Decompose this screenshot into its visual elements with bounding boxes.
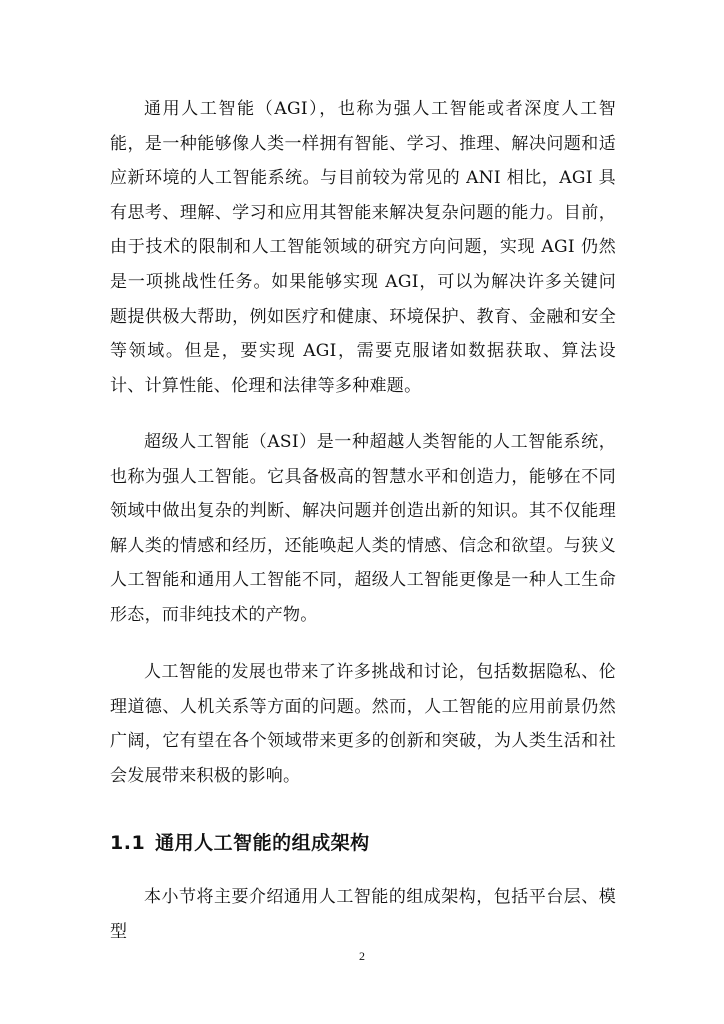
paragraph-challenges: 人工智能的发展也带来了许多挑战和讨论，包括数据隐私、伦理道德、人机关系等方面的问题。然而，人工智能的应用前景仍然广阔，它有望在各个领域带来更多的创新和突破，为人类生活和社会发展带来积极的影响。 (110, 662, 616, 786)
paragraph-agi: 通用人工智能（AGI），也称为强人工智能或者深度人工智能，是一种能够像人类一样拥有智能、学习、推理、解决问题和适应新环境的人工智能系统。与目前较为常见的 ANI 相比，AGI 具有思考、理解、学习和应用其智能来解决复杂问题的能力。目前，由于技术的限制和人工智能领域的研究方向问题，实现 AGI 仍然是一项挑战性任务。如果能够实现 AGI，可以为解决许多关键问题提供极大帮助，例如医疗和健康、环境保护、教育、金融和安全等领域。但是，要实现 AGI，需要克服诸如数据获取、算法设计、计算性能、伦理和法律等多种难题。 (110, 99, 616, 396)
paragraph-section-intro: 本小节将主要介绍通用人工智能的组成架构，包括平台层、模型 (110, 887, 616, 942)
section-heading (110, 828, 370, 858)
section-number: 1.1 (110, 832, 146, 854)
section-title: 通用人工智能的组成架构 (155, 832, 370, 854)
page-number: 2 (359, 949, 365, 963)
paragraph-asi: 超级人工智能（ASI）是一种超越人类智能的人工智能系统，也称为强人工智能。它具备极高的智慧水平和创造力，能够在不同领域中做出复杂的判断、解决问题并创造出新的知识。其不仅能理解人类的情感和经历，还能唤起人类的情感、信念和欲望。与狭义人工智能和通用人工智能不同，超级人工智能更像是一种人工生命形态，而非纯技术的产物。 (110, 432, 616, 625)
